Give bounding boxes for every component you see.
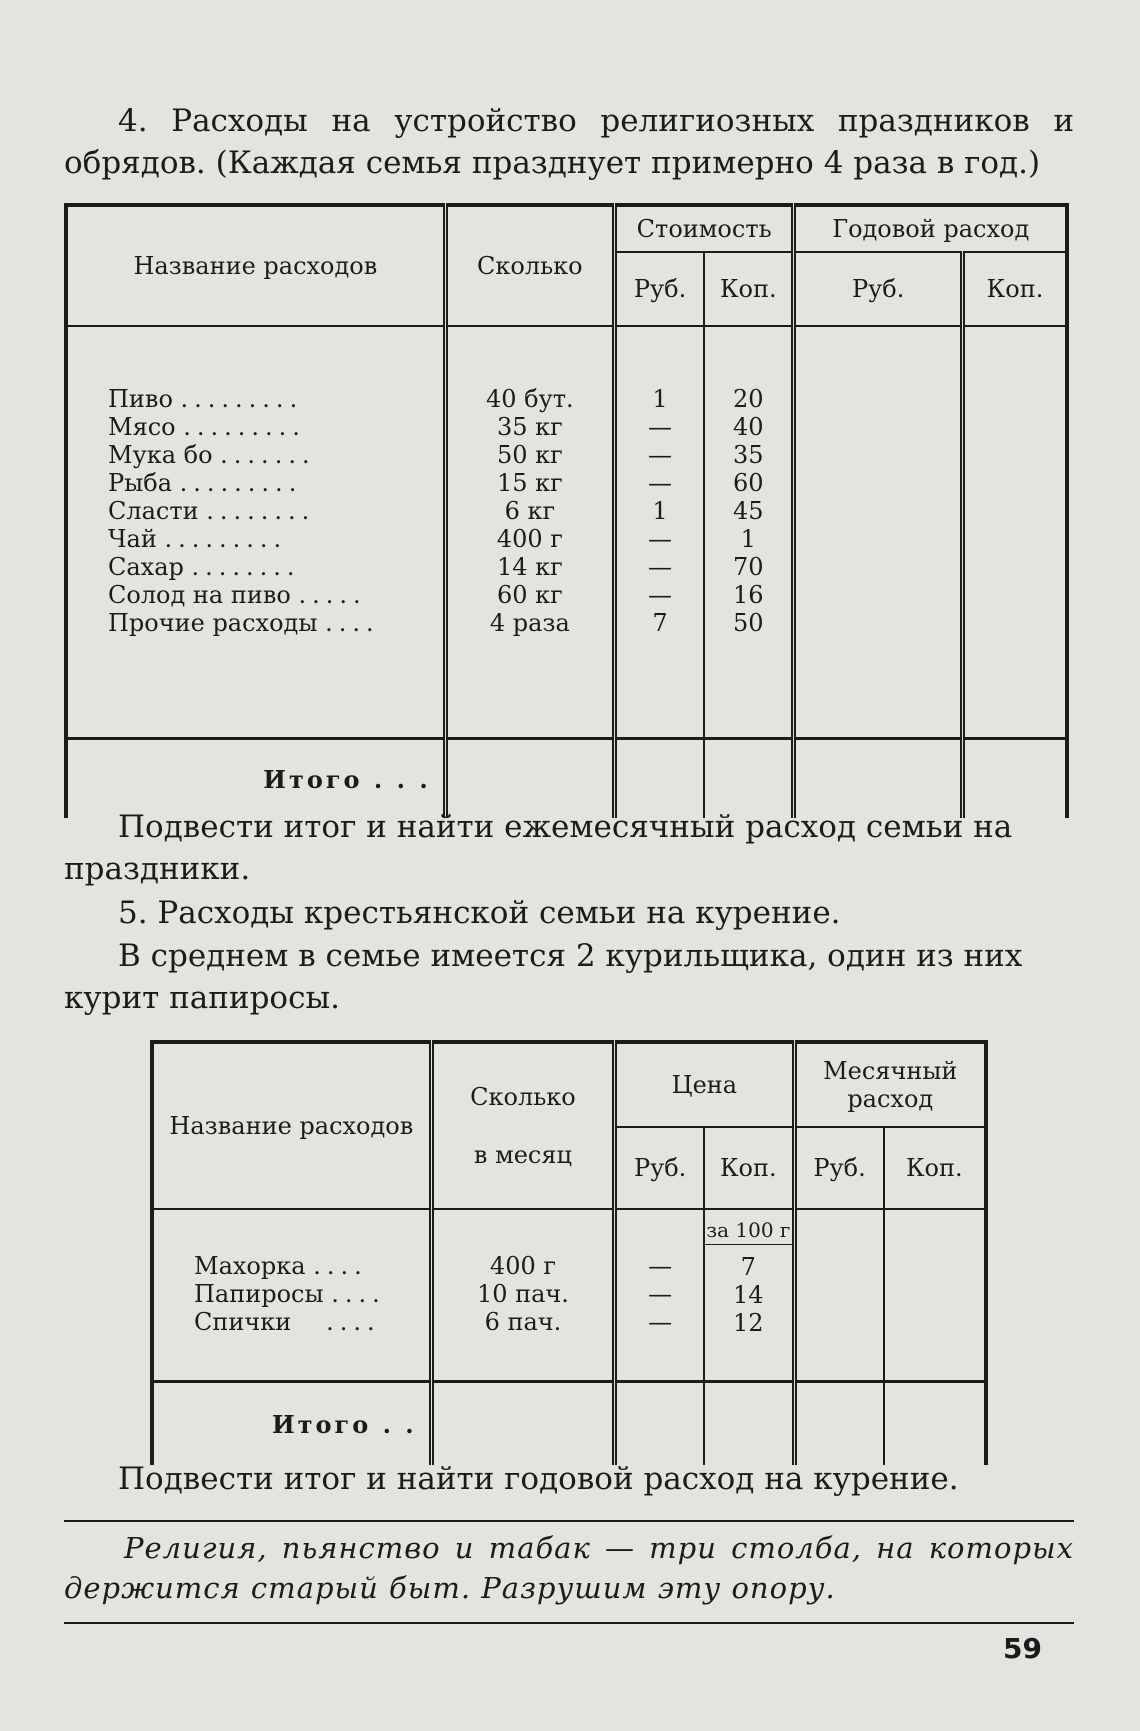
list-item: Мука бо ....... bbox=[108, 441, 316, 469]
list-item: Папиросы .... bbox=[194, 1280, 386, 1308]
monthly-kop-column bbox=[884, 1209, 986, 1382]
total-label: Итого . . bbox=[152, 1382, 431, 1466]
header-cost-rub: Руб. bbox=[614, 252, 704, 326]
total-monthly-rub bbox=[794, 1382, 884, 1466]
list-item: Сахар ........ bbox=[108, 553, 301, 581]
list-item: Пиво ......... bbox=[108, 385, 304, 413]
header-price-rub: Руб. bbox=[615, 1127, 704, 1209]
total-label: Итого . . . bbox=[66, 739, 445, 819]
header-annual-rub: Руб. bbox=[794, 252, 963, 326]
total-price-rub bbox=[615, 1382, 704, 1466]
header-name: Название расходов bbox=[66, 205, 445, 326]
total-price-kop bbox=[704, 1382, 794, 1466]
section4-heading: 4. Расходы на устройство религиозных праздников и обрядов. (Каждая семья празднует примерно 4 раза в год.) bbox=[64, 103, 1074, 181]
header-annual: Годовой расход bbox=[794, 205, 1067, 252]
section5-intro: В среднем в семье имеется 2 курильщика, один из них курит папиросы. bbox=[64, 938, 1023, 1016]
header-qty-per-month: Сколько в месяц bbox=[431, 1042, 615, 1209]
list-item: Мясо ......... bbox=[108, 413, 306, 441]
antireligious-quote: Религия, пьянство и табак — три столба, на которых держится старый быт. Разрушим эту опору. bbox=[64, 1520, 1074, 1624]
list-item: Чай ......... bbox=[108, 525, 288, 553]
cost-kop-column: 20 40 35 60 45 1 70 16 50 bbox=[704, 326, 794, 739]
smoking-names bbox=[152, 1209, 431, 1382]
price-rub-column: — — — bbox=[615, 1209, 704, 1382]
annual-kop-column bbox=[963, 326, 1068, 739]
total-qty bbox=[431, 1382, 615, 1466]
religious-expenses-table bbox=[64, 203, 1069, 818]
header-monthly: Месячный расход bbox=[794, 1042, 986, 1127]
list-item: Махорка .... bbox=[194, 1252, 368, 1280]
header-price: Цена bbox=[615, 1042, 794, 1127]
annual-rub-column bbox=[794, 326, 963, 739]
monthly-rub-column bbox=[794, 1209, 884, 1382]
header-qty: Сколько bbox=[445, 205, 614, 326]
price-note: за 100 г bbox=[705, 1216, 791, 1245]
list-item: Прочие расходы .... bbox=[108, 609, 380, 637]
header-cost: Стоимость bbox=[614, 205, 793, 252]
expense-names bbox=[66, 326, 445, 739]
total-monthly-kop bbox=[884, 1382, 986, 1466]
page-number: 59 bbox=[1003, 1632, 1042, 1665]
section5-task: Подвести итог и найти годовой расход на курение. bbox=[118, 1461, 959, 1497]
cost-rub-column: 1 — — — 1 — — — 7 bbox=[614, 326, 704, 739]
list-item: Рыба ......... bbox=[108, 469, 303, 497]
price-kop-column: за 100 г 7 14 12 bbox=[704, 1209, 794, 1382]
header-monthly-kop: Коп. bbox=[884, 1127, 986, 1209]
list-item: Спички .... bbox=[194, 1308, 381, 1336]
list-item: Солод на пиво ..... bbox=[108, 581, 367, 609]
header-name: Название расходов bbox=[152, 1042, 431, 1209]
qty-column: 40 бут. 35 кг 50 кг 15 кг 6 кг 400 г 14 кг 60 кг 4 раза bbox=[445, 326, 614, 739]
header-cost-kop: Коп. bbox=[704, 252, 794, 326]
header-annual-kop: Коп. bbox=[963, 252, 1068, 326]
smoking-expenses-table bbox=[150, 1040, 988, 1465]
qty-column: 400 г 10 пач. 6 пач. bbox=[431, 1209, 615, 1382]
header-monthly-rub: Руб. bbox=[794, 1127, 884, 1209]
list-item: Сласти ........ bbox=[108, 497, 316, 525]
section5-heading: 5. Расходы крестьянской семьи на курение. bbox=[118, 895, 841, 931]
section4-task: Подвести итог и найти ежемесячный расход семьи на праздники. bbox=[64, 809, 1013, 887]
header-price-kop: Коп. bbox=[704, 1127, 794, 1209]
